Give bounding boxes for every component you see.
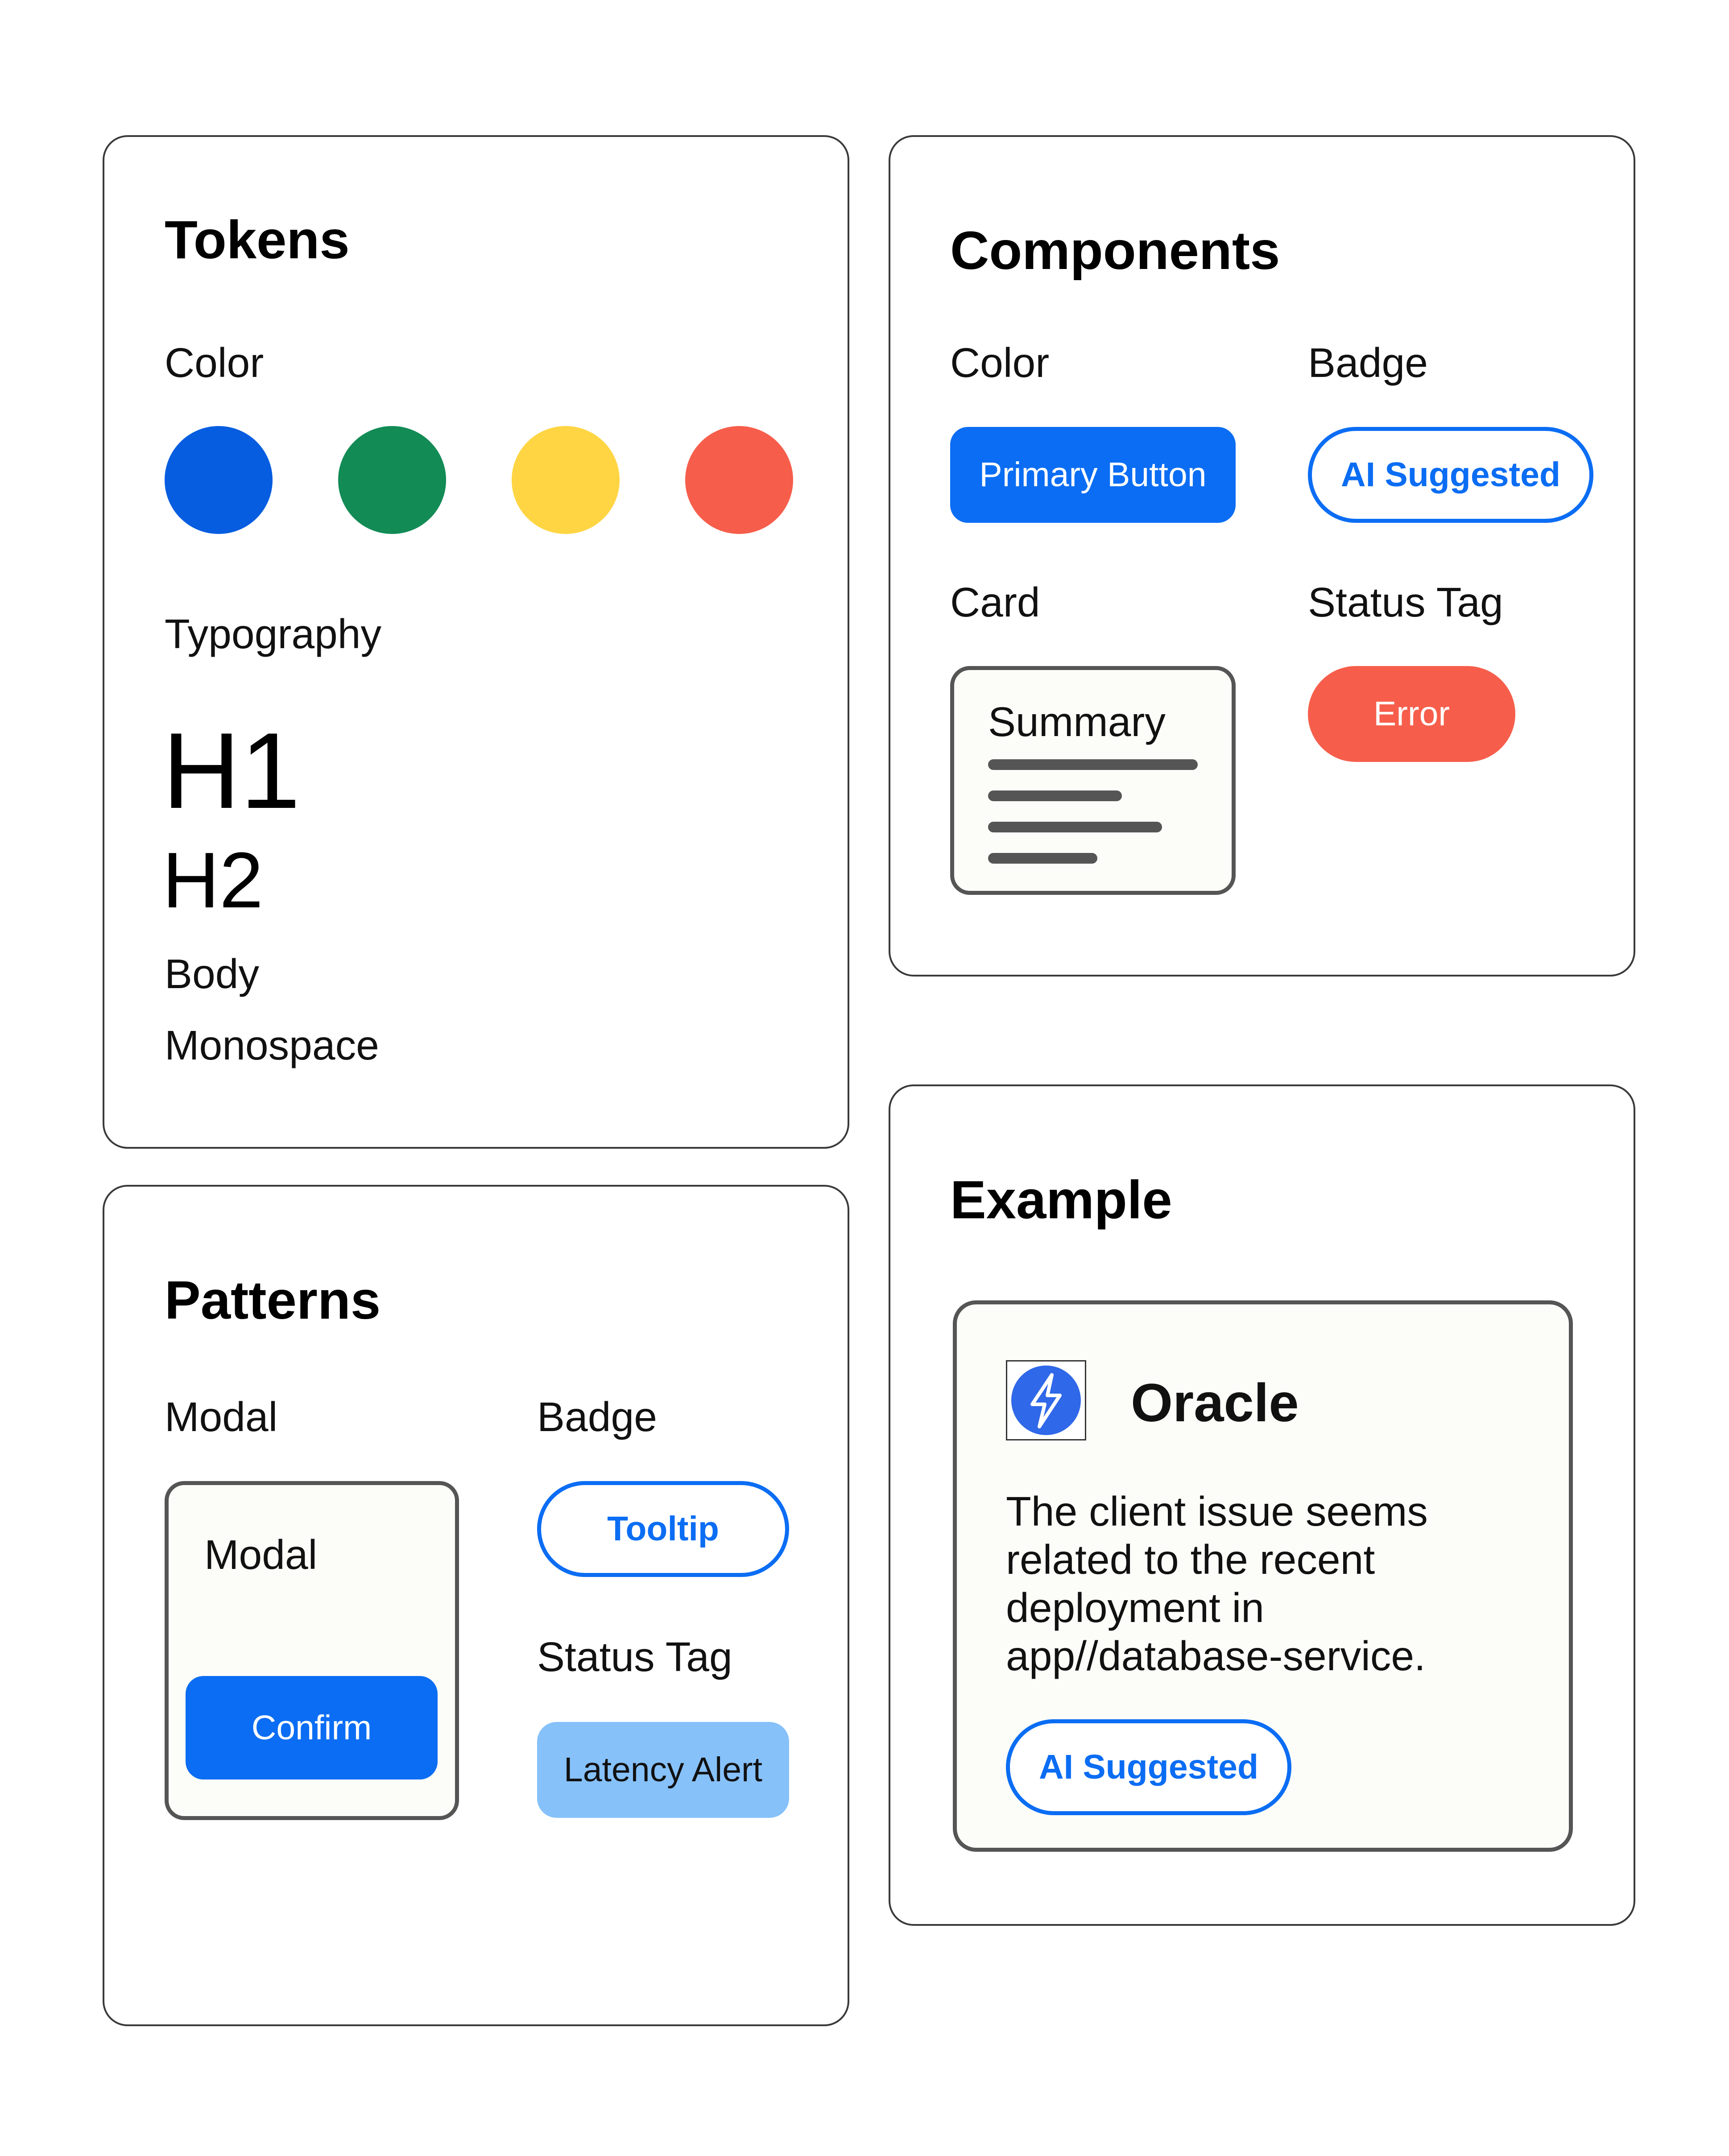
- modal-preview: [165, 1481, 459, 1820]
- modal-title: Modal: [204, 1531, 318, 1578]
- components-badge-label: Badge: [1308, 339, 1428, 386]
- components-card-label: Card: [950, 579, 1040, 625]
- components-panel: [889, 135, 1635, 977]
- example-panel: [889, 1084, 1635, 1926]
- tokens-color-label: Color: [165, 339, 264, 386]
- color-swatch-blue: [165, 426, 273, 534]
- primary-button[interactable]: Primary Button: [950, 427, 1236, 523]
- components-title: Components: [950, 220, 1280, 281]
- typography-h2: H2: [162, 836, 264, 924]
- patterns-title: Patterns: [165, 1270, 381, 1330]
- color-swatch-green: [338, 426, 446, 534]
- summary-line-4: [988, 853, 1097, 864]
- confirm-button[interactable]: Confirm: [186, 1676, 438, 1779]
- components-color-label: Color: [950, 339, 1050, 386]
- summary-line-2: [988, 790, 1122, 801]
- oracle-card: [953, 1300, 1573, 1852]
- oracle-message-line-1: The client issue seems: [1006, 1488, 1428, 1535]
- patterns-modal-label: Modal: [165, 1394, 278, 1440]
- color-swatch-yellow: [512, 426, 620, 534]
- oracle-title: Oracle: [1131, 1372, 1299, 1433]
- patterns-panel: [103, 1185, 849, 2026]
- components-status-tag-label: Status Tag: [1308, 579, 1503, 625]
- tokens-panel: [103, 135, 849, 1149]
- error-status-tag: Error: [1308, 666, 1515, 762]
- summary-card-title: Summary: [988, 699, 1166, 745]
- oracle-message-line-4: app//database-service.: [1006, 1633, 1426, 1679]
- lightning-bolt-icon: [1006, 1360, 1086, 1440]
- example-title: Example: [950, 1169, 1172, 1230]
- tokens-title: Tokens: [165, 209, 350, 270]
- summary-line-3: [988, 822, 1162, 832]
- typography-body: Body: [165, 951, 259, 997]
- oracle-message-line-3: deployment in: [1006, 1585, 1265, 1631]
- summary-card: [950, 666, 1236, 895]
- patterns-status-tag-label: Status Tag: [537, 1634, 732, 1680]
- oracle-message: [1006, 1487, 1428, 1680]
- tooltip-badge[interactable]: Tooltip: [537, 1481, 789, 1577]
- summary-line-1: [988, 759, 1198, 770]
- oracle-message-line-2: related to the recent: [1006, 1536, 1375, 1583]
- oracle-ai-suggested-badge[interactable]: AI Suggested: [1006, 1719, 1291, 1815]
- typography-monospace: Monospace: [165, 1022, 379, 1068]
- color-swatch-red: [685, 426, 793, 534]
- typography-h1: H1: [162, 711, 301, 831]
- ai-suggested-badge[interactable]: AI Suggested: [1308, 427, 1593, 523]
- latency-alert-tag: Latency Alert: [537, 1722, 789, 1818]
- patterns-badge-label: Badge: [537, 1394, 657, 1440]
- typography-label: Typography: [165, 611, 381, 657]
